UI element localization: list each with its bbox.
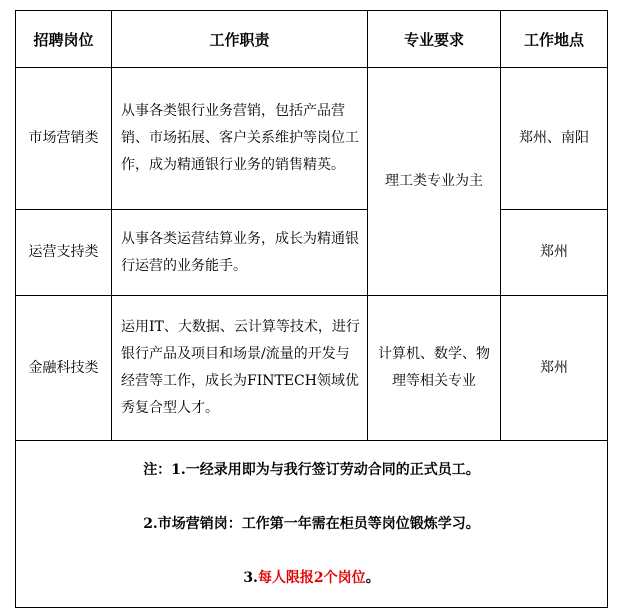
note-3-prefix: 3.	[243, 570, 258, 586]
notes-row	[16, 441, 608, 608]
duty-cell: 运用IT、大数据、云计算等技术，进行银行产品及项目和场景/流量的开发与经营等工作，成长为FINTECH领域优秀复合型人才。	[112, 296, 368, 441]
location-cell: 郑州	[501, 296, 608, 441]
recruitment-table	[15, 10, 608, 608]
position-cell: 运营支持类	[16, 210, 112, 296]
note-3	[16, 551, 607, 605]
table-header-row	[16, 11, 608, 68]
note-3-highlight: 每人限报2个岗位	[257, 570, 366, 586]
duty-cell: 从事各类运营结算业务，成长为精通银行运营的业务能手。	[112, 210, 368, 296]
table-row	[16, 210, 608, 296]
header-duty: 工作职责	[112, 11, 368, 68]
position-cell: 金融科技类	[16, 296, 112, 441]
header-location: 工作地点	[501, 11, 608, 68]
header-position: 招聘岗位	[16, 11, 112, 68]
major-cell: 理工类专业为主	[368, 68, 501, 296]
table-row	[16, 68, 608, 210]
note-3-suffix: 。	[365, 570, 380, 586]
position-cell: 市场营销类	[16, 68, 112, 210]
location-cell: 郑州	[501, 210, 608, 296]
major-cell: 计算机、数学、物理等相关专业	[368, 296, 501, 441]
duty-cell: 从事各类银行业务营销，包括产品营销、市场拓展、客户关系维护等岗位工作，成为精通银行业务的销售精英。	[112, 68, 368, 210]
note-2: 2.市场营销岗：工作第一年需在柜员等岗位锻炼学习。	[143, 516, 480, 532]
table-row	[16, 296, 608, 441]
location-cell: 郑州、南阳	[501, 68, 608, 210]
note-1: 注：1.一经录用即为与我行签订劳动合同的正式员工。	[143, 462, 480, 478]
notes-cell	[16, 441, 608, 608]
header-major: 专业要求	[368, 11, 501, 68]
